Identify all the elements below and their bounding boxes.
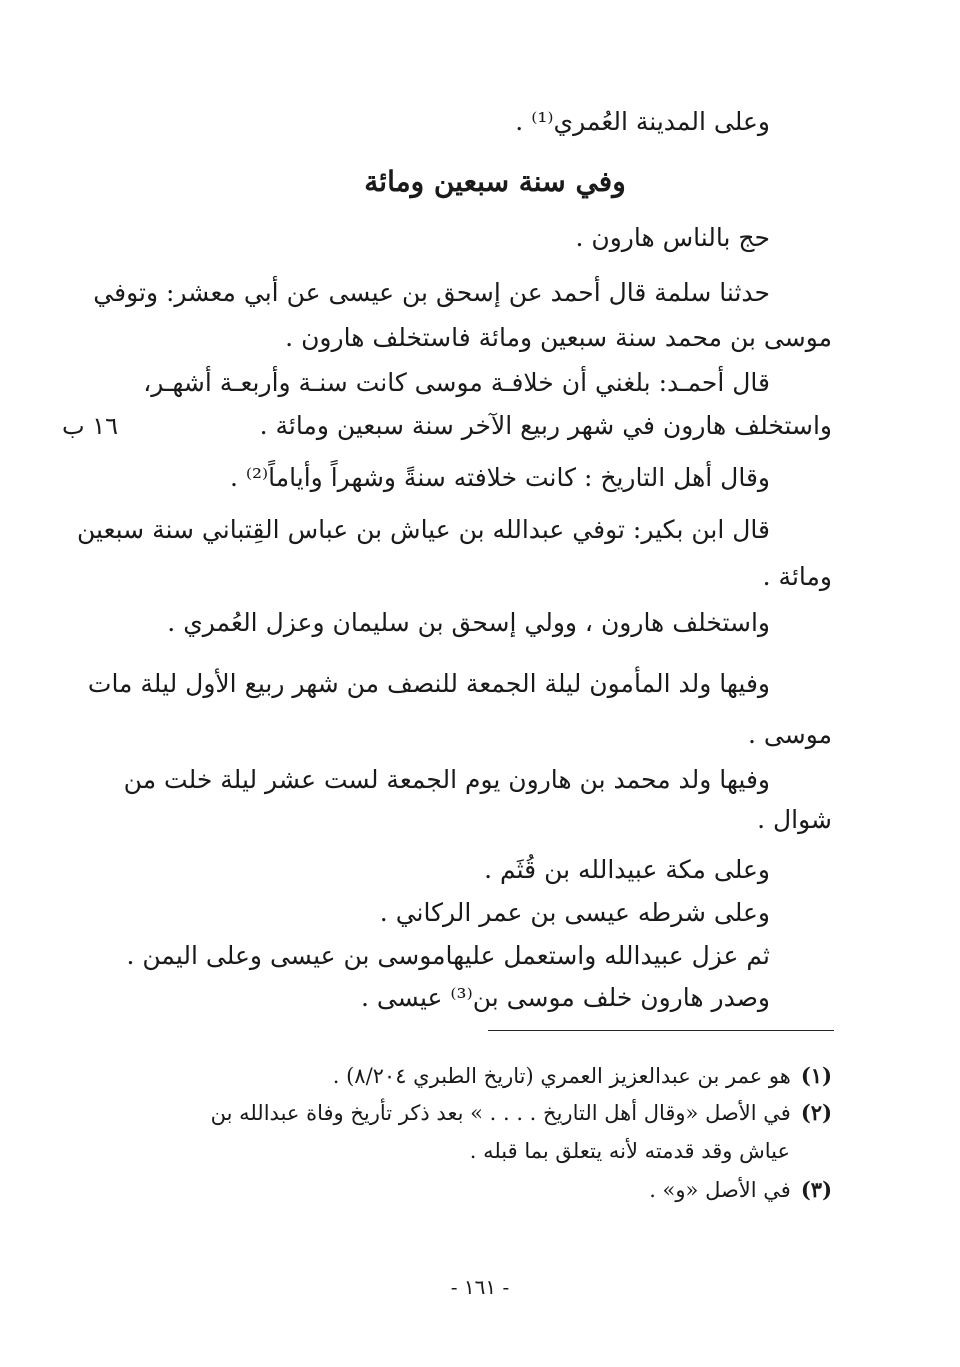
text-line-2: حج بالناس هارون . <box>575 223 770 252</box>
text-line-14: شوال . <box>757 805 832 834</box>
text-line-15: وعلى مكة عبيدالله بن قُثَم . <box>484 855 770 884</box>
text-line-7: وقال أهل التاريخ : كانت خلافته سنةً وشهراً وأياماً⁽²⁾ . <box>229 463 770 492</box>
text-line-10: واستخلف هارون ، وولي إسحق بن سليمان وعزل العُمري . <box>167 608 770 637</box>
marginal-folio-note: ١٦ ب <box>61 412 118 440</box>
text-line-16: وعلى شرطه عيسى بن عمر الركاني . <box>379 898 770 927</box>
text-line-9: ومائة . <box>762 562 832 591</box>
footnote-2 <box>211 1095 832 1131</box>
footnote-2-number: (٢) <box>800 1100 832 1125</box>
text-line-17: ثم عزل عبيدالله واستعمل عليهاموسى بن عيسى وعلى اليمن . <box>126 941 770 970</box>
text-line-3: حدثنا سلمة قال أحمد عن إسحق بن عيسى عن أبي معشر: وتوفي <box>93 278 770 307</box>
footnote-2-continuation: عياش وقد قدمته لأنه يتعلق بما قبله . <box>469 1139 790 1163</box>
footnote-1-text: هو عمر بن عبدالعزيز العمري (تاريخ الطبري ٨/٢٠٤) . <box>332 1064 791 1088</box>
text-line-6: واستخلف هارون في شهر ربيع الآخر سنة سبعين ومائة . <box>259 411 832 440</box>
footnote-3-text: في الأصل «و» . <box>649 1178 791 1202</box>
text-line-8: قال ابن بكير: توفي عبدالله بن عياش بن عباس القِتباني سنة سبعين <box>77 515 770 544</box>
page-number: - ١٦١ - <box>450 1275 510 1299</box>
text-line-13: وفيها ولد محمد بن هارون يوم الجمعة لست عشر ليلة خلت من <box>123 765 770 794</box>
text-line-18: وصدر هارون خلف موسى بن⁽³⁾ عيسى . <box>360 983 770 1012</box>
footnote-1-number: (١) <box>800 1063 832 1088</box>
text-line-5: قال أحمـد: بلغني أن خلافـة موسى كانت سنـة وأربعـة أشهـر، <box>143 368 770 397</box>
section-heading: وفي سنة سبعين ومائة <box>364 165 626 198</box>
text-line-12: موسى . <box>748 720 832 749</box>
text-line-1: وعلى المدينة العُمري⁽¹⁾ . <box>515 107 770 136</box>
text-line-11: وفيها ولد المأمون ليلة الجمعة للنصف من شهر ربيع الأول ليلة مات <box>87 669 770 698</box>
footnote-3-number: (٣) <box>800 1177 832 1202</box>
footnote-2-text: في الأصل «وقال أهل التاريخ . . . . » بعد ذكر تأريخ وفاة عبدالله بن <box>210 1101 791 1125</box>
footnote-1 <box>333 1058 832 1094</box>
footnote-3 <box>649 1172 832 1208</box>
footnote-separator <box>488 1030 834 1031</box>
text-line-4: موسى بن محمد سنة سبعين ومائة فاستخلف هارون . <box>285 323 832 352</box>
